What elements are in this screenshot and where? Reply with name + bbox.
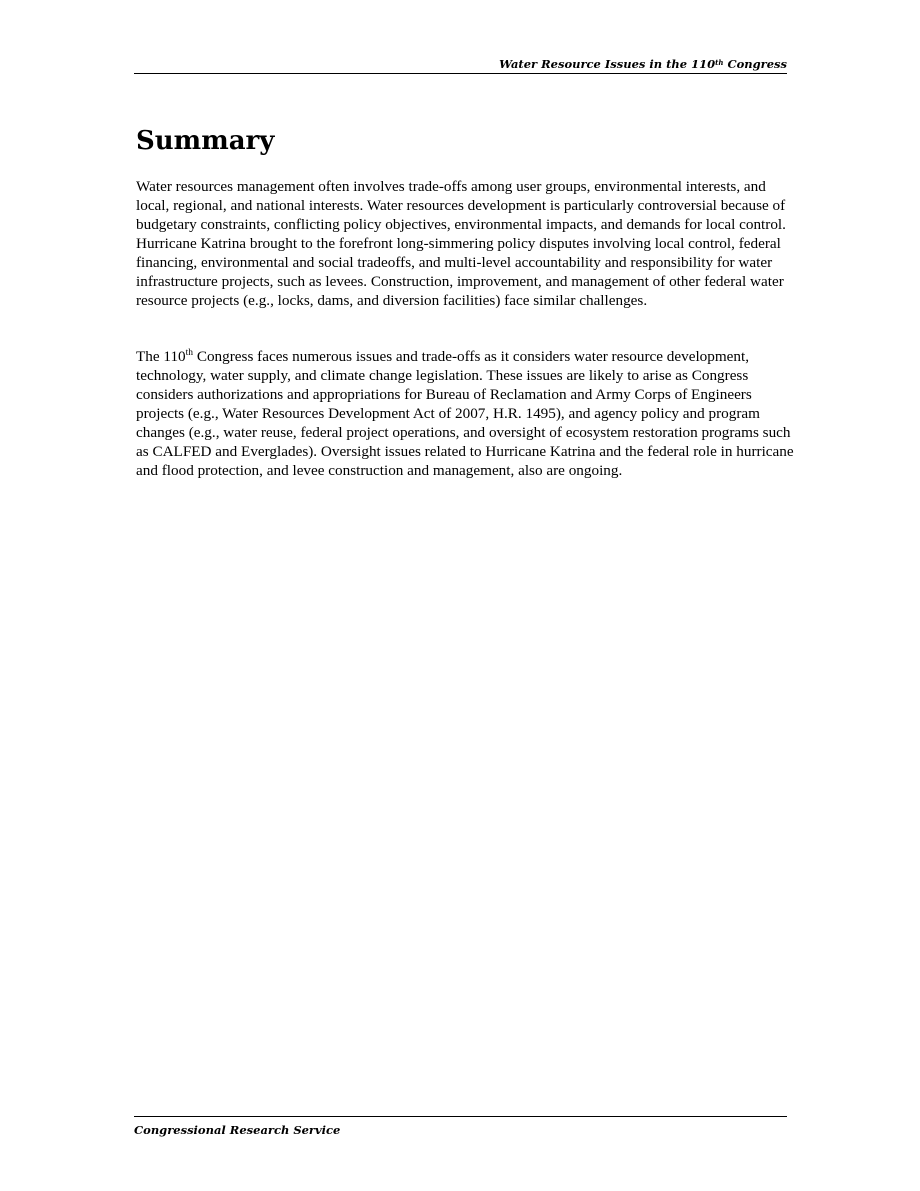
paragraph-2-body: Congress faces numerous issues and trade-offs as it considers water resource development, technology, water supply, and climate change legislation. These issues are likely to arise as Congress considers authorizations and appropriations for Bureau of Reclamation and Army Corps of Engineers projects (e.g., Water Resources Development Act of 2007, H.R. 1495), and agency policy and program changes (e.g., water reuse, federal project operations, and oversight of ecosystem restoration programs such as CALFED and Everglades). Oversight issues related to Hurricane Katrina and the federal role in hurricane and flood protection, and levee construction and management, also are ongoing. [136, 348, 794, 479]
summary-paragraph-2 [136, 347, 796, 480]
summary-paragraph-1: Water resources management often involves trade-offs among user groups, environmental interests, and local, regional, and national interests. Water resources development is particularly controversial because of budgetary constraints, conflicting policy objectives, environmental impacts, and demands for local control. Hurricane Katrina brought to the forefront long-simmering policy disputes involving local control, federal financing, environmental and social tradeoffs, and multi-level accountability and responsibility for water infrastructure projects, such as levees. Construction, improvement, and management of other federal water resource projects (e.g., locks, dams, and diversion facilities) face similar challenges. [136, 178, 786, 309]
paragraph-2-lead: The 110 [136, 348, 186, 365]
footer-publisher: Congressional Research Service [134, 1123, 341, 1137]
running-title-pre: Water Resource Issues in the 110 [499, 57, 716, 71]
page-footer [134, 1116, 787, 1138]
running-header [134, 56, 787, 74]
running-title-post: Congress [723, 57, 787, 71]
section-title: Summary [136, 126, 275, 156]
paragraph-2-superscript: th [185, 347, 194, 358]
running-title-superscript: th [715, 58, 724, 67]
